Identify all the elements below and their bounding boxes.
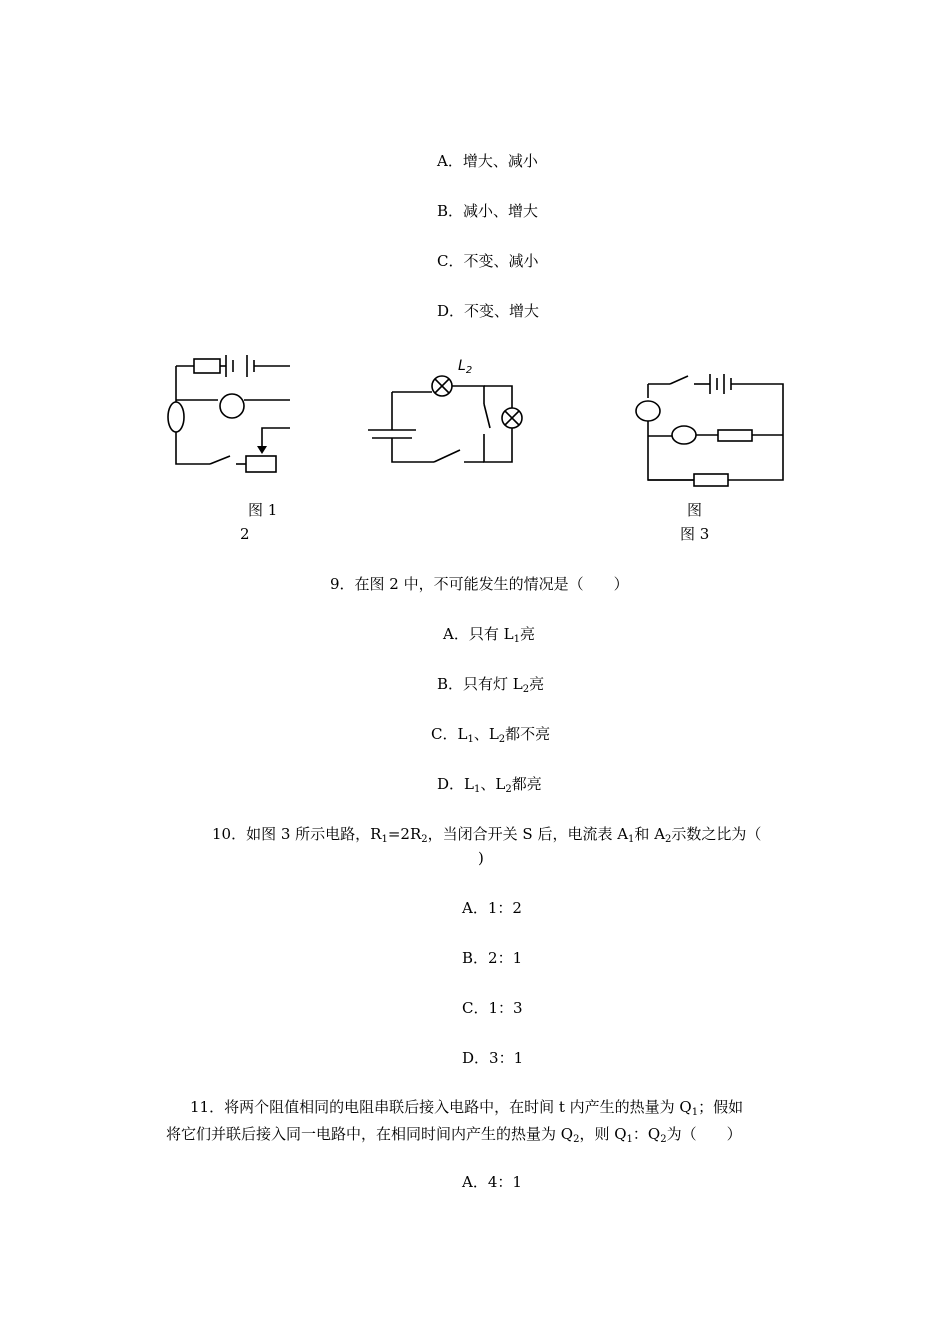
q8-option-c: C．不变、减小 [437,252,539,270]
q11-stem-line2: 将它们并联后接入同一电路中，在相同时间内产生的热量为 $Q_2$，则 $Q_1$：$Q_2$为（ ） [166,1125,742,1145]
resistor-r1-symbol [718,430,752,441]
q9-option-d: D．$L_1$、$L_2$都亮 [437,775,542,795]
q10-option-c: C．1：3 [462,999,523,1017]
q10-option-d: D．3：1 [462,1049,524,1067]
lamp-symbol [220,394,244,418]
resistor-symbol [194,359,220,373]
q10-stem: 10．如图 3 所示电路，$R_1=2R_2$，当闭合开关 S 后，电流表 $A_1$和 $A_2$示数之比为（ [212,825,762,845]
q9-option-c: C．$L_1$、$L_2$都不亮 [431,725,551,745]
figure-2-circuit [360,358,535,468]
q10-option-a: A．1：2 [462,899,522,917]
q9-option-a: A．只有 $L_1$亮 [443,625,535,645]
q8-option-d: D．不变、增大 [437,302,540,320]
q8-option-a: A．增大、减小 [437,152,538,170]
figure-1-caption: 图 1 [248,501,278,519]
figure-2-caption-line1: 图 [687,501,703,519]
q10-stem-line2: ) [478,849,484,867]
q11-stem-line1: 11．将两个阻值相同的电阻串联后接入电路中，在时间 t 内产生的热量为 $Q_1$；假如 [190,1098,744,1118]
q11-option-a: A．4：1 [462,1173,522,1191]
ammeter-a2-symbol [672,426,696,444]
q9-stem: 9．在图 2 中，不可能发生的情况是（ ） [330,575,629,593]
figure-2-lamp-label: $L_2$ [458,358,473,376]
resistor-r2-symbol [694,474,728,486]
q8-option-b: B．减小、增大 [437,202,539,220]
figure-3-caption: 图 3 [680,525,710,543]
meter-symbol [168,402,184,432]
figure-3-circuit [632,370,792,488]
rheostat-symbol [246,456,276,472]
q10-option-b: B．2：1 [462,949,523,967]
figure-2-caption-line2: 2 [240,525,250,543]
q9-option-b: B．只有灯 $L_2$亮 [437,675,545,695]
ammeter-a1-symbol [636,401,660,421]
figure-1-circuit [160,342,290,477]
